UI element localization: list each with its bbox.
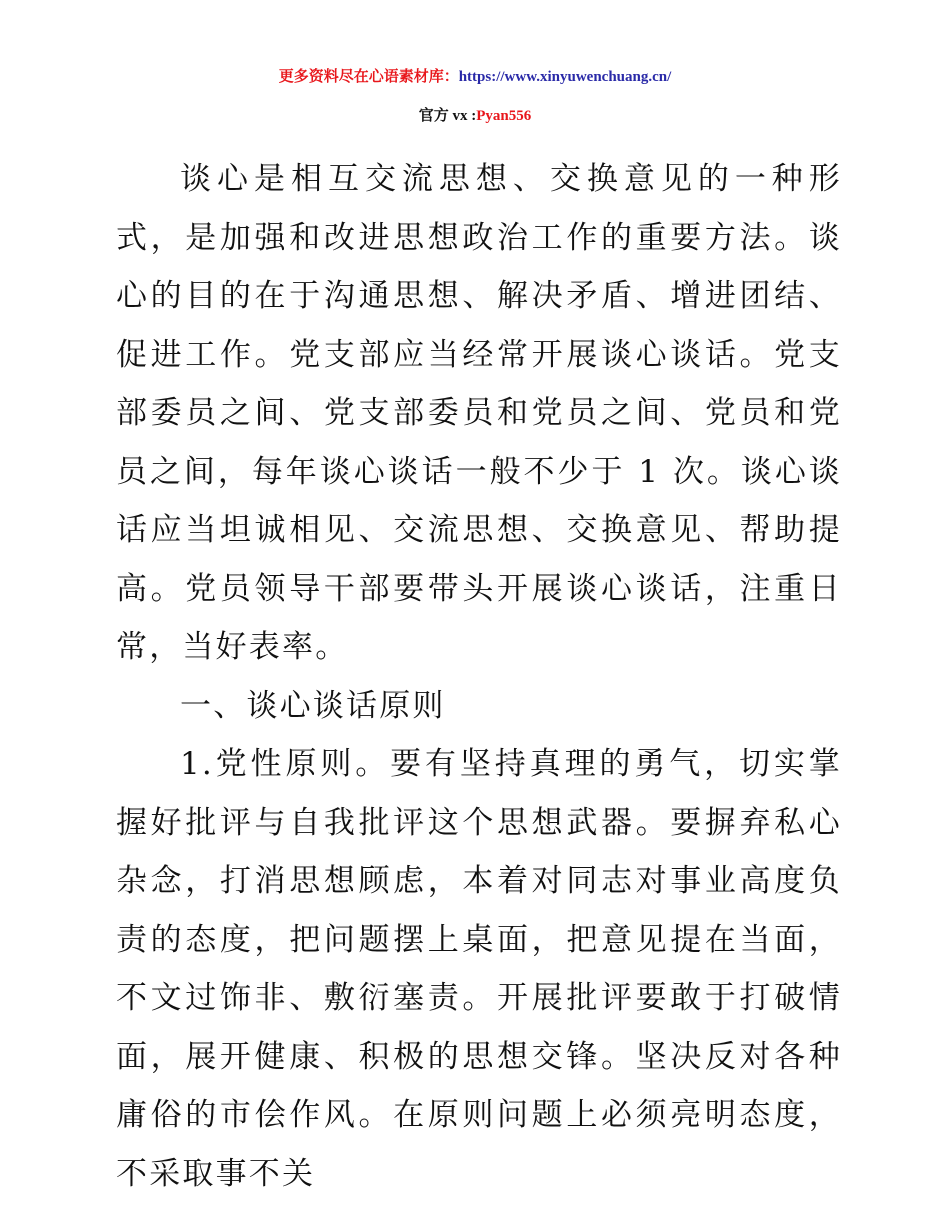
promo-prefix: 更多资料尽在心语素材库： [278,69,459,85]
principle-paragraph: 1.党性原则。要有坚持真理的勇气，切实掌握好批评与自我批评这个思想武器。要摒弃私心杂念，打消思想顾虑，本着对同志对事业高度负责的态度，把问题摆上桌面，把意见提在当面，不文过饰非、敷衍塞责。开展批评要敢于打破情面，展开健康、积极的思想交锋。坚决反对各种庸俗的市侩作风。在原则问题上必须亮明态度，不采取事不关 [116,746,842,1192]
vx-prefix: 官方 vx : [418,108,477,124]
vx-header [0,106,950,126]
vx-id: Pyan556 [476,108,532,124]
section-heading: 一、谈心谈话原则 [180,687,446,724]
document-body [116,150,842,1203]
promo-header [0,67,950,87]
promo-url-link[interactable]: https://www.xinyuwenchuang.cn/ [458,69,672,85]
intro-paragraph: 谈心是相互交流思想、交换意见的一种形式，是加强和改进思想政治工作的重要方法。谈心的目的在于沟通思想、解决矛盾、增进团结、促进工作。党支部应当经常开展谈心谈话。党支部委员之间、党支部委员和党员之间、党员和党员之间，每年谈心谈话一般不少于 1 次。谈心谈话应当坦诚相见、交流思想、交换意见、帮助提高。党员领导干部要带头开展谈心谈话，注重日常，当好表率。 [116,161,842,665]
